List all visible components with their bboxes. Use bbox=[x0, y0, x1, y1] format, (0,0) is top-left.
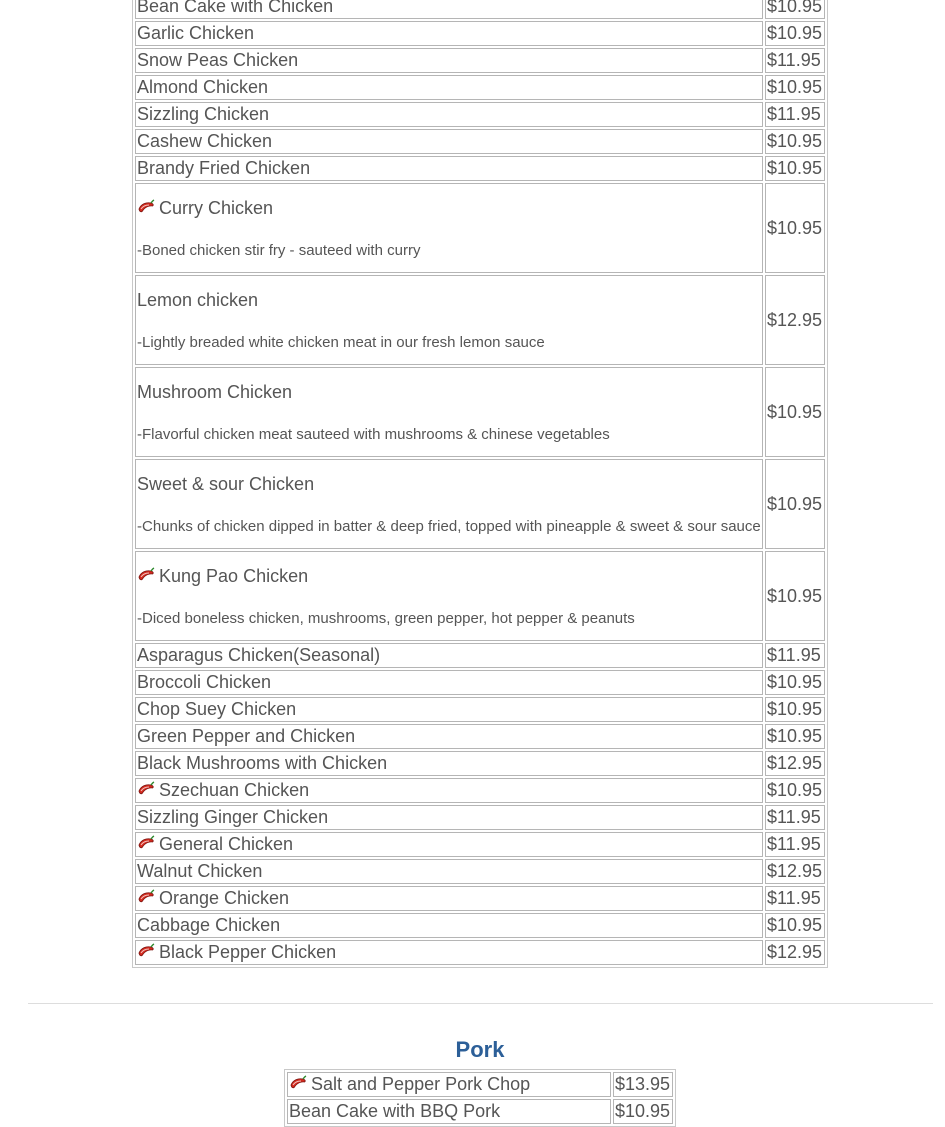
menu-item-description: -Boned chicken stir fry - sauteed with curry bbox=[137, 241, 421, 259]
menu-item-heading bbox=[289, 1074, 530, 1094]
menu-item-name: Chop Suey Chicken bbox=[137, 699, 297, 719]
menu-item-price: $12.95 bbox=[765, 751, 825, 776]
menu-item-row bbox=[135, 751, 825, 776]
spicy-pepper-icon bbox=[137, 834, 155, 850]
menu-item-description: -Flavorful chicken meat sauteed with mushrooms & chinese vegetables bbox=[137, 425, 610, 443]
menu-item-name: Black Pepper Chicken bbox=[159, 942, 337, 962]
menu-item-row bbox=[135, 940, 825, 965]
menu-item-name: Green Pepper and Chicken bbox=[137, 726, 356, 746]
menu-item-name: Bean Cake with Chicken bbox=[137, 0, 334, 16]
menu-item-price: $10.95 bbox=[765, 724, 825, 749]
menu-item-name: Cabbage Chicken bbox=[137, 915, 281, 935]
menu-item-name-cell bbox=[135, 859, 763, 884]
menu-item-row bbox=[135, 913, 825, 938]
menu-item-heading bbox=[137, 50, 298, 70]
menu-item-name-cell bbox=[135, 724, 763, 749]
menu-item-row bbox=[135, 724, 825, 749]
menu-item-heading bbox=[137, 780, 309, 800]
menu-item-price: $10.95 bbox=[765, 0, 825, 19]
menu-item-row bbox=[135, 805, 825, 830]
menu-item-name: Brandy Fried Chicken bbox=[137, 158, 311, 178]
menu-item-heading bbox=[137, 753, 387, 773]
menu-item-row bbox=[135, 643, 825, 668]
menu-item-row bbox=[135, 778, 825, 803]
menu-item-row bbox=[135, 275, 825, 365]
menu-item-row bbox=[287, 1072, 673, 1097]
menu-item-name: Garlic Chicken bbox=[137, 23, 255, 43]
menu-item-name: Orange Chicken bbox=[159, 888, 290, 908]
menu-item-row bbox=[135, 183, 825, 273]
menu-item-name: Kung Pao Chicken bbox=[159, 565, 309, 586]
menu-item-price: $11.95 bbox=[765, 102, 825, 127]
menu-item-name: Sizzling Ginger Chicken bbox=[137, 807, 329, 827]
menu-item-name-cell bbox=[135, 21, 763, 46]
menu-item-price: $11.95 bbox=[765, 886, 825, 911]
menu-item-heading bbox=[137, 861, 262, 881]
menu-item-price: $10.95 bbox=[765, 551, 825, 641]
pork-menu-table bbox=[284, 1069, 676, 1127]
menu-item-description: -Chunks of chicken dipped in batter & deep fried, topped with pineapple & sweet & sour sauce bbox=[137, 517, 761, 535]
menu-item-name-cell bbox=[135, 940, 763, 965]
menu-item-name-cell bbox=[135, 0, 763, 19]
menu-item-heading bbox=[137, 726, 355, 746]
menu-item-price: $10.95 bbox=[765, 129, 825, 154]
menu-item-heading bbox=[137, 0, 333, 16]
menu-item-heading bbox=[137, 915, 280, 935]
menu-item-heading bbox=[137, 699, 296, 719]
menu-item-name: Walnut Chicken bbox=[137, 861, 263, 881]
menu-item-price: $10.95 bbox=[613, 1099, 673, 1124]
spicy-pepper-icon bbox=[289, 1074, 307, 1090]
menu-item-row bbox=[287, 1099, 673, 1124]
menu-item-name: Sweet & sour Chicken bbox=[137, 473, 315, 494]
menu-item-row bbox=[135, 697, 825, 722]
menu-item-price: $10.95 bbox=[765, 75, 825, 100]
menu-item-price: $11.95 bbox=[765, 805, 825, 830]
menu-item-name: Curry Chicken bbox=[159, 197, 274, 218]
menu-item-price: $10.95 bbox=[765, 913, 825, 938]
menu-item-row bbox=[135, 0, 825, 19]
menu-item-heading bbox=[137, 158, 310, 178]
menu-item-heading bbox=[137, 942, 336, 962]
menu-item-price: $10.95 bbox=[765, 367, 825, 457]
menu-item-name-cell bbox=[135, 643, 763, 668]
menu-item-name-cell bbox=[135, 48, 763, 73]
menu-item-price: $10.95 bbox=[765, 156, 825, 181]
menu-item-price: $10.95 bbox=[765, 183, 825, 273]
menu-item-name-cell bbox=[135, 886, 763, 911]
menu-item-name: Broccoli Chicken bbox=[137, 672, 272, 692]
menu-item-price: $10.95 bbox=[765, 459, 825, 549]
menu-item-name: Sizzling Chicken bbox=[137, 104, 270, 124]
menu-item-name: Cashew Chicken bbox=[137, 131, 273, 151]
menu-item-price: $11.95 bbox=[765, 48, 825, 73]
menu-item-name: Lemon chicken bbox=[137, 289, 259, 310]
menu-item-name: Salt and Pepper Pork Chop bbox=[311, 1074, 531, 1094]
menu-item-name: General Chicken bbox=[159, 834, 294, 854]
menu-item-price: $11.95 bbox=[765, 643, 825, 668]
menu-item-price: $12.95 bbox=[765, 940, 825, 965]
menu-item-name-cell bbox=[135, 751, 763, 776]
menu-item-row bbox=[135, 459, 825, 549]
menu-item-row bbox=[135, 670, 825, 695]
menu-item-name: Bean Cake with BBQ Pork bbox=[289, 1101, 501, 1121]
menu-item-name-cell bbox=[135, 156, 763, 181]
menu-item-name: Black Mushrooms with Chicken bbox=[137, 753, 388, 773]
menu-item-heading bbox=[137, 807, 328, 827]
menu-item-heading bbox=[137, 565, 761, 588]
menu-item-row bbox=[135, 102, 825, 127]
menu-item-price: $11.95 bbox=[765, 832, 825, 857]
menu-item-heading bbox=[137, 473, 761, 496]
spicy-pepper-icon bbox=[137, 566, 155, 582]
menu-item-name-cell bbox=[135, 75, 763, 100]
menu-item-name: Snow Peas Chicken bbox=[137, 50, 299, 70]
menu-item-name-cell bbox=[135, 697, 763, 722]
menu-item-heading bbox=[137, 23, 254, 43]
menu-item-price: $13.95 bbox=[613, 1072, 673, 1097]
spicy-pepper-icon bbox=[137, 780, 155, 796]
menu-item-name-cell bbox=[135, 913, 763, 938]
menu-item-name: Asparagus Chicken(Seasonal) bbox=[137, 645, 381, 665]
menu-item-description: -Diced boneless chicken, mushrooms, green pepper, hot pepper & peanuts bbox=[137, 609, 635, 627]
menu-item-price: $10.95 bbox=[765, 778, 825, 803]
menu-item-heading bbox=[137, 888, 289, 908]
menu-item-name-cell bbox=[135, 805, 763, 830]
menu-item-price: $12.95 bbox=[765, 859, 825, 884]
menu-item-name-cell bbox=[135, 102, 763, 127]
menu-item-heading bbox=[289, 1101, 500, 1121]
menu-item-heading bbox=[137, 289, 761, 312]
chicken-menu-table bbox=[132, 0, 828, 968]
menu-item-heading bbox=[137, 131, 272, 151]
menu-item-heading bbox=[137, 77, 268, 97]
menu-item-name-cell bbox=[287, 1072, 611, 1097]
menu-item-name-cell bbox=[135, 832, 763, 857]
menu-item-name-cell bbox=[135, 275, 763, 365]
menu-item-price: $12.95 bbox=[765, 275, 825, 365]
menu-item-row bbox=[135, 129, 825, 154]
menu-item-row bbox=[135, 156, 825, 181]
spicy-pepper-icon bbox=[137, 942, 155, 958]
menu-item-price: $10.95 bbox=[765, 697, 825, 722]
menu-item-description: -Lightly breaded white chicken meat in our fresh lemon sauce bbox=[137, 333, 545, 351]
section-divider bbox=[28, 1003, 933, 1004]
menu-item-row bbox=[135, 367, 825, 457]
menu-item-row bbox=[135, 832, 825, 857]
menu-item-name-cell bbox=[135, 367, 763, 457]
menu-item-name: Szechuan Chicken bbox=[159, 780, 310, 800]
menu-item-name-cell bbox=[135, 459, 763, 549]
menu-item-price: $10.95 bbox=[765, 670, 825, 695]
menu-item-name-cell bbox=[135, 183, 763, 273]
menu-item-name-cell bbox=[135, 129, 763, 154]
menu-item-name: Almond Chicken bbox=[137, 77, 269, 97]
menu-item-name-cell bbox=[135, 670, 763, 695]
menu-item-heading bbox=[137, 834, 293, 854]
spicy-pepper-icon bbox=[137, 198, 155, 214]
menu-item-name-cell bbox=[135, 778, 763, 803]
menu-item-name-cell bbox=[135, 551, 763, 641]
menu-item-row bbox=[135, 886, 825, 911]
menu-item-heading bbox=[137, 197, 761, 220]
menu-item-name-cell bbox=[287, 1099, 611, 1124]
menu-item-row bbox=[135, 551, 825, 641]
menu-item-heading bbox=[137, 672, 271, 692]
pork-section-heading: Pork bbox=[455, 1037, 505, 1062]
menu-item-heading bbox=[137, 381, 761, 404]
menu-item-name: Mushroom Chicken bbox=[137, 381, 293, 402]
menu-item-price: $10.95 bbox=[765, 21, 825, 46]
menu-item-row bbox=[135, 48, 825, 73]
menu-item-heading bbox=[137, 645, 380, 665]
spicy-pepper-icon bbox=[137, 888, 155, 904]
menu-item-heading bbox=[137, 104, 269, 124]
menu-item-row bbox=[135, 75, 825, 100]
menu-item-row bbox=[135, 859, 825, 884]
menu-item-row bbox=[135, 21, 825, 46]
